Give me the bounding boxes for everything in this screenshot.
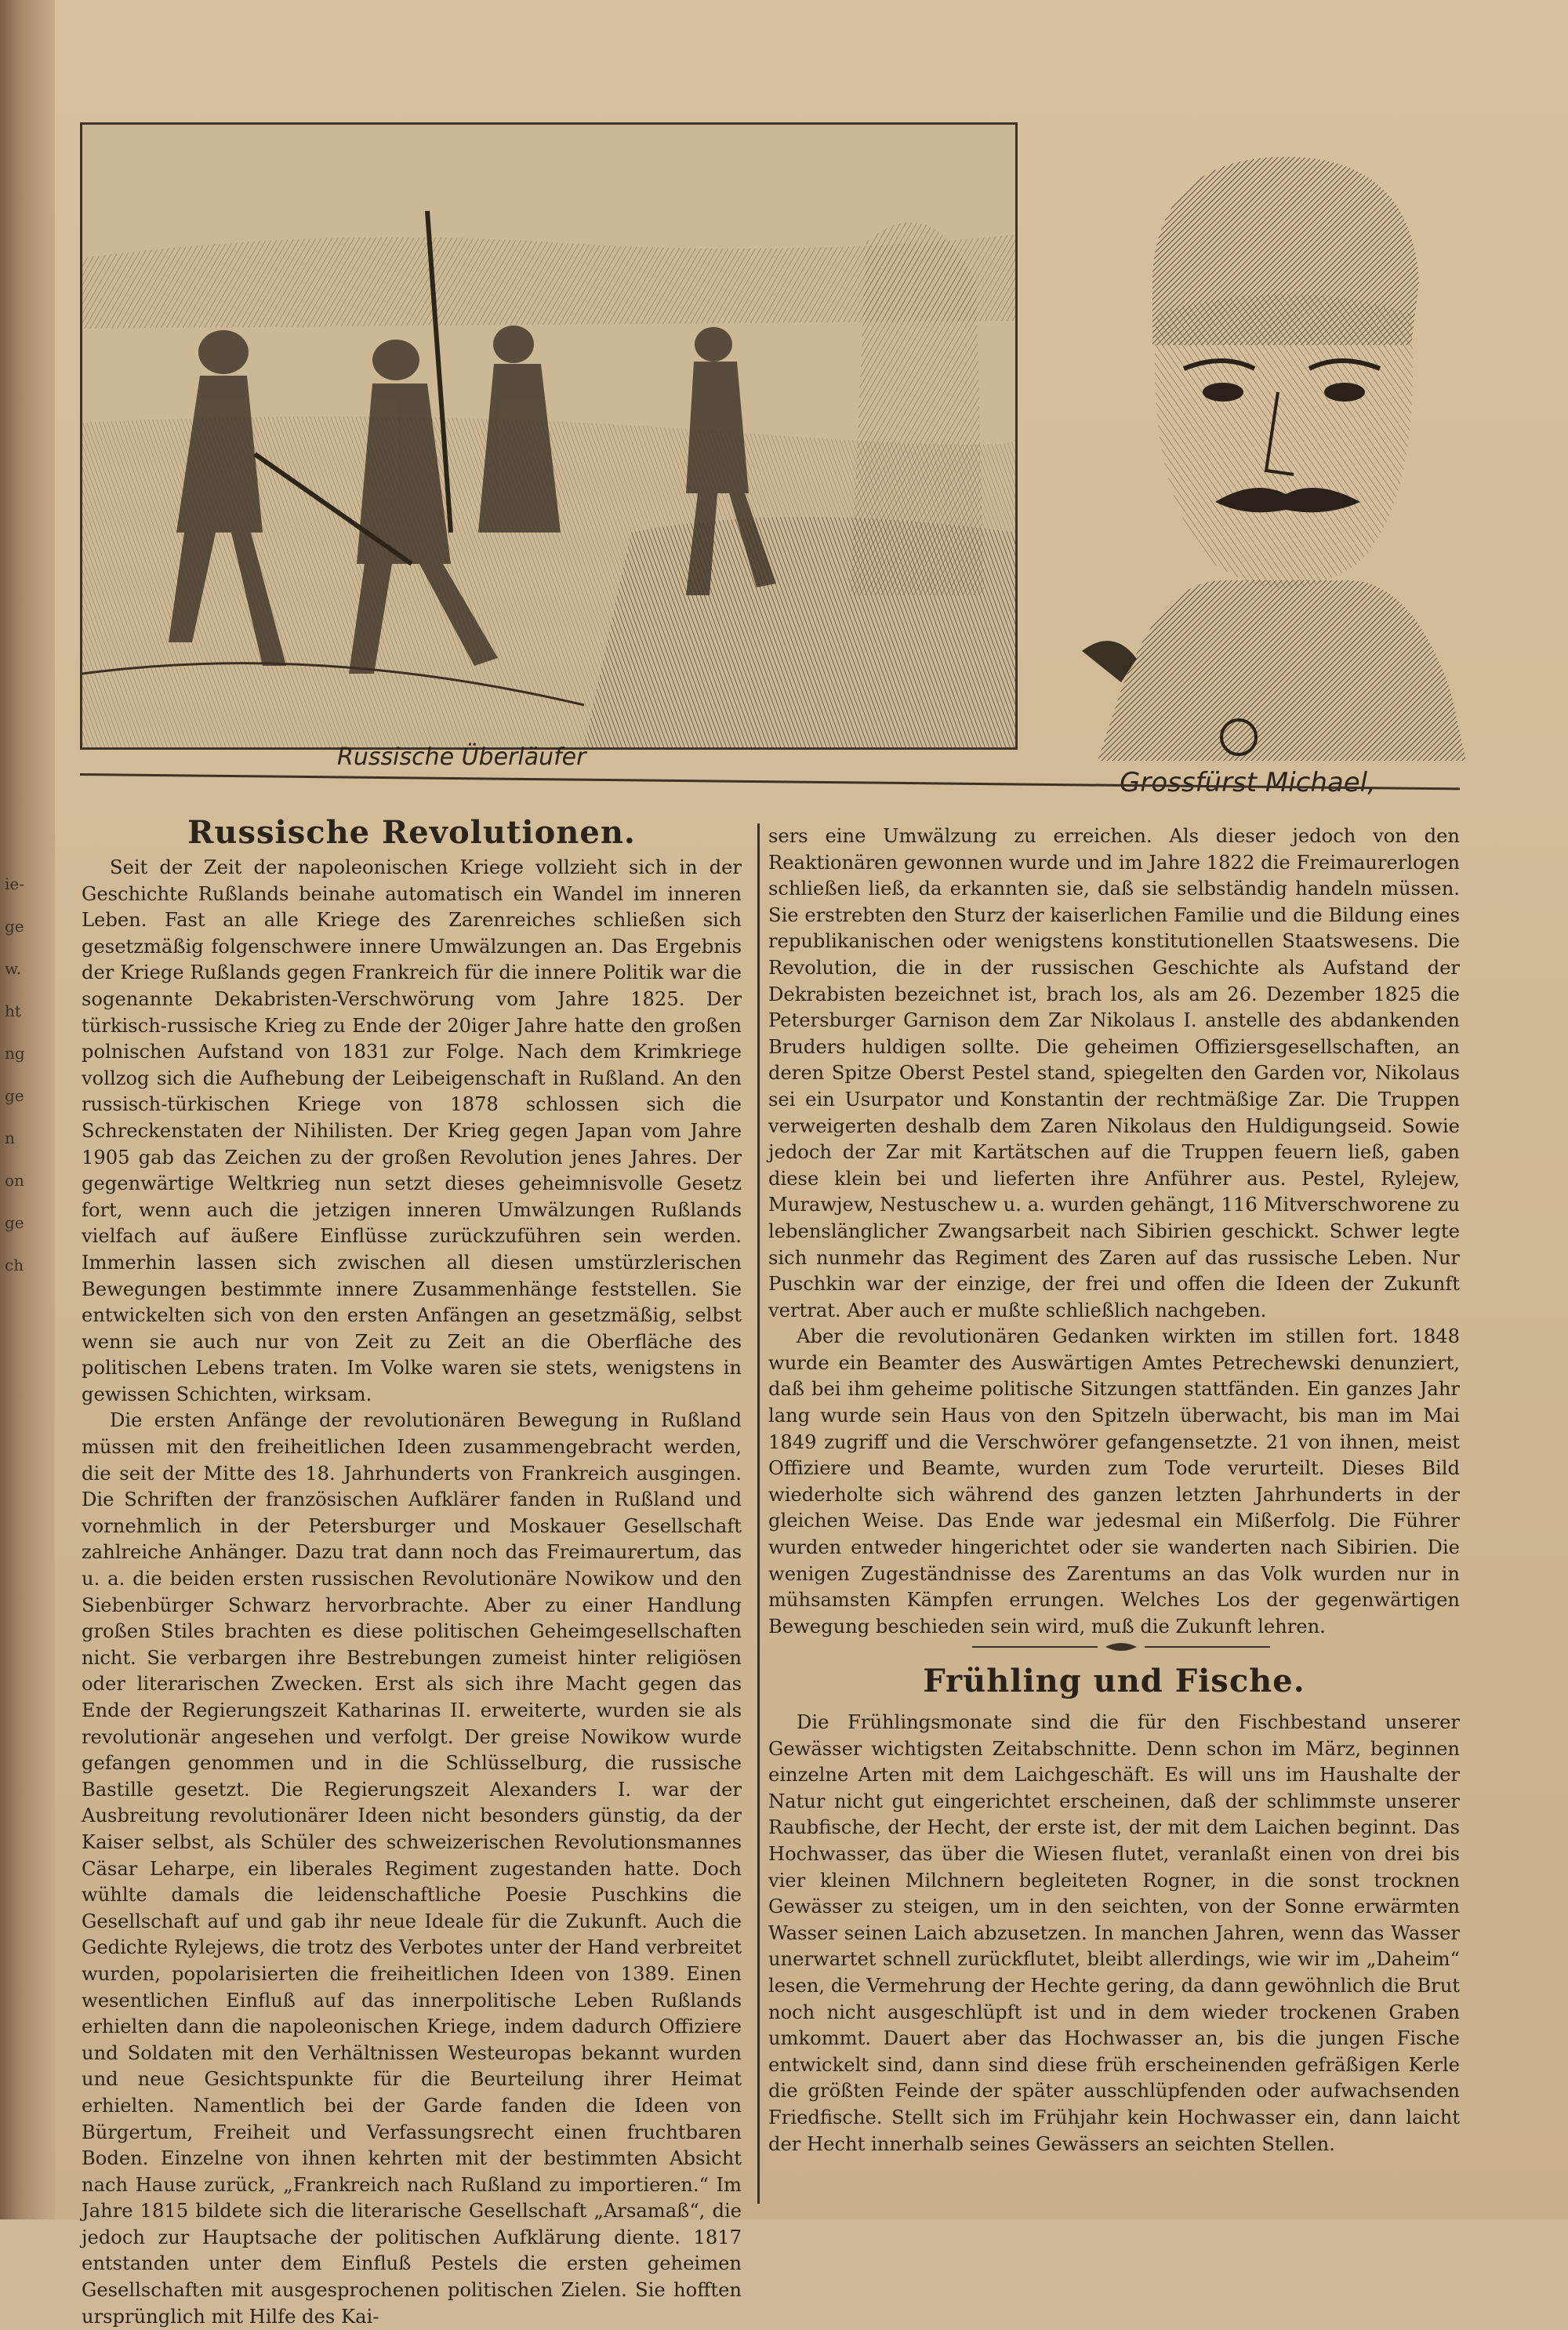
adjacent-page-fragment: ch	[5, 1256, 24, 1274]
article1-left-column	[82, 855, 742, 2330]
adjacent-page-fragment: on	[5, 1171, 24, 1190]
article1-right-column	[768, 823, 1460, 1640]
article-title-spring-and-fish: Frühling und Fische.	[923, 1663, 1305, 1699]
adjacent-page-fragment: ge	[5, 917, 24, 936]
adjacent-page-fragment: ie-	[5, 874, 24, 893]
caption-left: Russische Überläufer	[337, 743, 586, 771]
adjacent-page-fragment: ge	[5, 1086, 24, 1105]
caption-right: Grossfürst Michael,	[1120, 767, 1376, 798]
engraving-deserters	[82, 125, 1015, 747]
adjacent-page-fragments	[0, 863, 52, 1647]
article2-paragraph: Die Frühlingsmonate sind die für den Fischbestand unserer Gewässer wichtigsten Zeitabschnitte. Denn schon im März, beginnen einzelne Arten mit dem Laichgeschäft. Es will uns im Haushalte der Natur nicht gut eingerichtet erscheinen, daß der schlimmste unserer Raubfische, der Hecht, der erste ist, der mit dem Laichen beginnt. Das Hochwasser, das über die Wiesen flutet, veranlaßt einen von drei bis vier kleinen Milchnern begleiteten Rogner, in die sonst trocknen Gewässer zu steigen, um in den seichten, von der Sonne erwärmten Wasser seinen Laich abzusetzen. In manchen Jahren, wenn das Wasser unerwartet schnell zurückflutet, bleibt allerdings, wie wir im „Daheim“ lesen, die Vermehrung der Hechte gering, da dann gewöhnlich die Brut noch nicht ausgeschlüpft ist und in dem wieder trockenen Graben umkommt. Dauert aber das Hochwasser an, bis die jungen Fische entwickelt sind, dann sind diese früh erscheinenden gefräßigen Kerle die größten Feinde der später ausschlüpfenden oder aufwachsenden Friedfische. Stellt sich im Frühjahr kein Hochwasser ein, dann laicht der Hecht innerhalb seines Gewässers an seichten Stellen.	[768, 1711, 1460, 2155]
adjacent-page-fragment: ge	[5, 1213, 24, 1232]
article1-paragraph: Seit der Zeit der napoleonischen Kriege vollzieht sich in der Geschichte Rußlands beinahe automatisch ein Wandel im inneren Leben. Fast an alle Kriege des Zarenreiches schließen sich gesetzmäßig folgenschwere innere Umwälzungen an. Das Ergebnis der Kriege Rußlands gegen Frankreich für die innere Politik war die sogenannte Dekabristen-Verschwörung vom Jahre 1825. Der türkisch-russische Krieg zu Ende der 20iger Jahre hatte den großen polnischen Aufstand von 1831 zur Folge. Nach dem Krimkriege vollzog sich die Aufhebung der Leibeigenschaft in Rußland. An den russisch-türkischen Kriege von 1878 schlossen sich die Schreckenstaten der Nihilisten. Der Krieg gegen Japan vom Jahre 1905 gab das Zeichen zu der großen Revolution jenes Jahres. Der gegenwärtige Weltkrieg nun setzt dieses geheimnisvolle Gesetz fort, wenn auch die jetzigen inneren Umwälzungen Rußlands vielfach auf äußere Einflüsse zurückzuführen sein werden. Immerhin lassen sich zwischen all diesen umstürzlerischen Bewegungen bestimmte innere Zusammenhänge feststellen. Sie entwickelten sich von den ersten Anfängen an gesetzmäßig, selbst wenn sie auch nur von Zeit zu Zeit an die Oberfläche des politischen Lebens traten. Im Volke waren sie stets, wenigstens in gewissen Schichten, wirksam.	[82, 856, 742, 1405]
illustration-russian-deserters	[80, 122, 1018, 750]
adjacent-page-fragment: ng	[5, 1044, 25, 1063]
column-divider	[757, 823, 760, 2204]
adjacent-page-fragment: w.	[5, 959, 22, 978]
section-ornament	[972, 1639, 1270, 1655]
article1-paragraph: Aber die revolutionären Gedanken wirkten im stillen fort. 1848 wurde ein Beamter des Auswärtigen Amtes Petrechewski denunziert, daß bei ihm geheime politische Sitzungen stattfänden. Ein ganzes Jahr lang wurde sein Haus von den Spitzeln überwacht, bis man im Mai 1849 zugriff und die Verschwörer gefangensetzte. 21 von ihnen, meist Offiziere und Beamte, wurden zum Tode verurteilt. Dieses Bild wiederholte sich während des ganzen letzten Jahrhunderts in der gleichen Weise. Das Ende war jedesmal ein Mißerfolg. Die Führer wurden entweder hingerichtet oder sie wanderten nach Sibirien. Die wenigen Zugeständnisse des Zarentums an das Volk wurden nur in mühsamsten Kämpfen errungen. Welches Los der gegenwärtigen Bewegung beschieden sein wird, muß die Zukunft lehren.	[768, 1325, 1460, 1638]
article1-paragraph: sers eine Umwälzung zu erreichen. Als dieser jedoch von den Reaktionären gewonnen wurde und im Jahre 1822 die Freimaurerlogen schließen ließ, da erkannten sie, daß sie selbständig handeln müssen. Sie erstrebten den Sturz der kaiserlichen Familie und die Bildung eines republikanischen oder wenigstens konstitutionellen Staatswesens. Die Revolution, die in der russischen Geschichte als Aufstand der Dekrabisten bezeichnet ist, brach los, als am 26. Dezember 1825 die Petersburger Garnison dem Zar Nikolaus I. anstelle des abdankenden Bruders huldigen sollte. Die geheimen Offiziersgesellschaften, an deren Spitze Oberst Pestel stand, spiegelten den Garden vor, Nikolaus sei ein Usurpator und Konstantin der rechtmäßige Zar. Die Truppen verweigerten deshalb dem Zaren Nikolaus den Huldigungseid. Sowie jedoch der Zar mit Kartätschen auf die Truppen feuern ließ, gaben diese klein bei und lieferten ihre Anführer aus. Pestel, Rylejew, Murawjew, Nestuschew u. a. wurden gehängt, 116 Mitverschworene zu lebenslänglicher Zwangsarbeit nach Sibirien geschickt. Schwer legte sich nunmehr das Regiment des Zaren auf das russische Leben. Nur Puschkin war der einzige, der frei und offen die Ideen der Zukunft vertrat. Aber auch er mußte schließlich nachgeben.	[768, 825, 1460, 1321]
article-title-russian-revolutions: Russische Revolutionen.	[187, 814, 636, 851]
article1-paragraph: Die ersten Anfänge der revolutionären Bewegung in Rußland müssen mit den freiheitlichen Ideen zusammengebracht werden, die seit der Mitte des 18. Jahrhunderts von Frankreich ausgingen. Die Schriften der französischen Aufklärer fanden in Rußland und vornehmlich in der Petersburger und Moskauer Gesellschaft zahlreiche Anhänger. Dazu trat dann noch das Freimaurertum, das u. a. die beiden ersten russischen Revolutionäre Nowikow und den Siebenbürger Schwarz hervorbrachte. Aber zu einer Handlung großen Stiles brachten es diese politischen Geheimgesellschaften nicht. Sie verbargen ihre Bestrebungen zumeist hinter religiösen oder literarischen Zwecken. Erst als sich ihre Macht gegen das Ende der Regierungszeit Katharinas II. erweiterte, wurden sie als revolutionär angesehen und verfolgt. Der greise Nowikow wurde gefangen genommen und in die Schlüsselburg, die russische Bastille gesetzt. Die Regierungszeit Alexanders I. war der Ausbreitung revolutionärer Ideen nicht besonders günstig, da der Kaiser selbst, als Schüler des schweizerischen Revolutionsmannes Cäsar Leharpe, ein liberales Regiment zugestanden hatte. Doch wühlte damals die leidenschaftliche Poesie Puschkins die Gesellschaft auf und gab ihr neue Ideale für die Zukunft. Auch die Gedichte Rylejews, die trotz des Verbotes unter der Hand verbreitet wurden, popolarisierten die freiheitlichen Ideen von 1389. Einen wesentlichen Einfluß auf das innerpolitische Leben Rußlands erhielten dann die napoleonischen Kriege, indem dadurch Offiziere und Soldaten mit den Verhältnissen Westeuropas bekannt wurden und neue Gesichtspunkte für die Beurteilung ihrer Heimat erhielten. Namentlich bei der Garde fanden die Ideen von Bürgertum, Freiheit und Verfassungsrecht einen fruchtbaren Boden. Einzelne von ihnen kehrten mit der bestimmten Absicht nach Hause zurück, „Frankreich nach Rußland zu importieren.“ Im Jahre 1815 bildete sich die literarische Gesellschaft „Arsamaß“, die jedoch zur Hauptsache der politischen Aufklärung diente. 1817 entstanden unter dem Einfluß Pestels die ersten geheimen Gesellschaften mit ausgesprochenen politischen Zielen. Sie hofften ursprünglich mit Hilfe des Kai-	[82, 1409, 742, 2328]
adjacent-page-fragment: ht	[5, 1001, 21, 1020]
adjacent-page-fragment: n	[5, 1129, 15, 1147]
engraving-portrait	[1066, 141, 1474, 761]
article2-section	[768, 1661, 1460, 2157]
illustration-portrait-grand-duke	[1066, 141, 1474, 761]
